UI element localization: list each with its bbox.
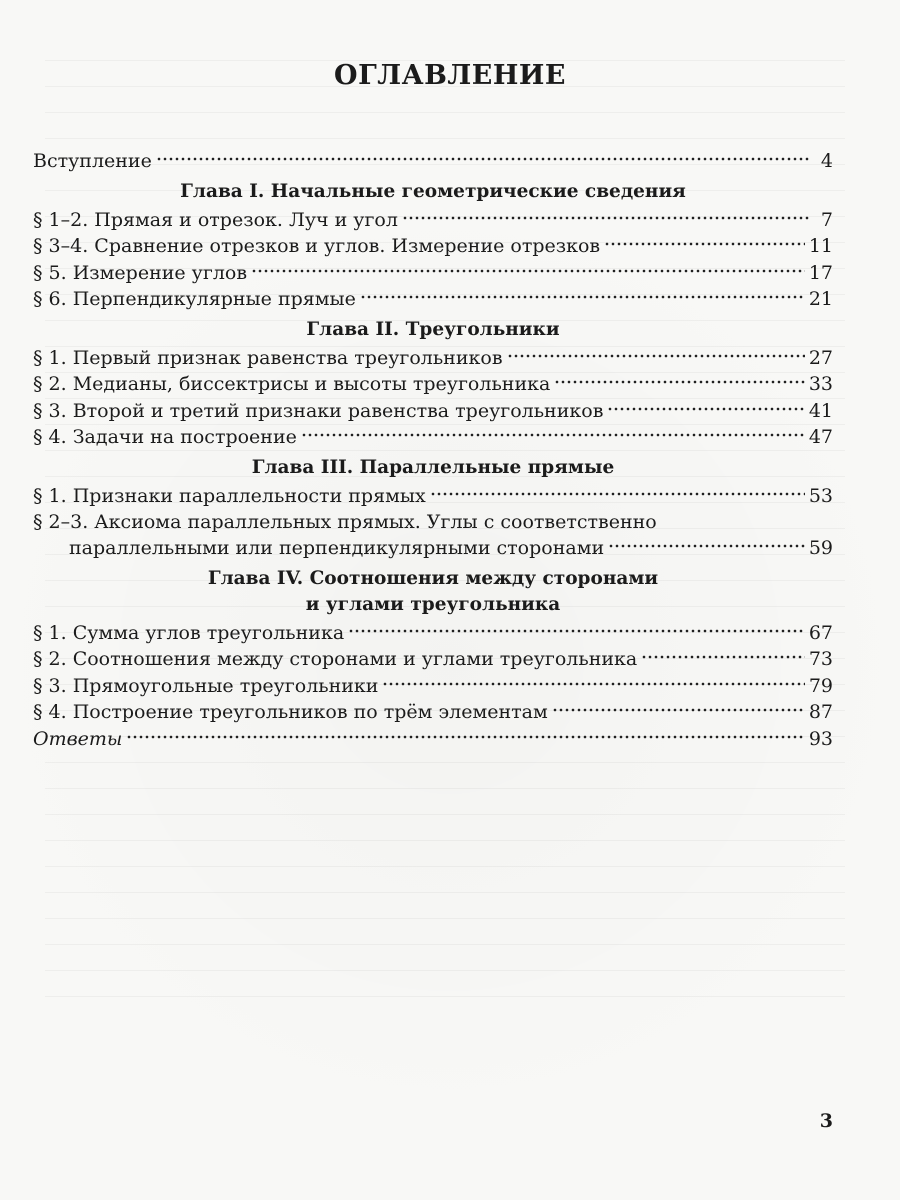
toc-entry[interactable] xyxy=(33,286,833,313)
toc-page-number: 11 xyxy=(808,235,833,257)
toc-entry-text: § 2. Соотношения между сторонами и углами треугольника xyxy=(33,648,638,670)
toc-entry-text: § 2–3. Аксиома параллельных прямых. Углы с соответственно xyxy=(33,511,657,533)
dot-leader xyxy=(382,681,804,687)
toc-entry-text: § 6. Перпендикулярные прямые xyxy=(33,288,356,310)
dot-leader xyxy=(301,432,805,438)
chapter-heading xyxy=(33,562,833,620)
chapter-heading-line: и углами треугольника xyxy=(305,593,561,615)
dot-leader xyxy=(552,707,805,713)
toc-entry-text: Ответы xyxy=(33,727,123,750)
dot-leader xyxy=(608,543,805,549)
dot-leader xyxy=(607,406,804,412)
toc-entry[interactable] xyxy=(33,646,833,673)
toc-page-number: 79 xyxy=(808,674,833,697)
toc-entry-text: Вступление xyxy=(33,150,152,172)
toc-entry-text: § 3. Прямоугольные треугольники xyxy=(33,674,379,697)
toc-entry-text: § 1. Признаки параллельности прямых xyxy=(33,484,426,507)
toc-entry-first-line[interactable] xyxy=(33,509,833,535)
toc-entry[interactable] xyxy=(33,345,833,372)
dot-leader xyxy=(402,215,809,221)
toc-page-number: 21 xyxy=(808,288,833,310)
toc-page-number: 59 xyxy=(808,537,833,559)
dot-leader xyxy=(251,268,805,274)
toc-entry-answers[interactable] xyxy=(33,726,833,753)
toc-page-number: 4 xyxy=(820,150,833,172)
toc-entry-text: § 3. Второй и третий признаки равенства треугольников xyxy=(33,399,604,422)
page-number: 3 xyxy=(819,1110,833,1132)
dot-leader xyxy=(156,156,809,162)
toc-page-number: 17 xyxy=(808,261,833,284)
toc-page-number: 87 xyxy=(808,701,833,723)
toc-entry-text: § 3–4. Сравнение отрезков и углов. Измерение отрезков xyxy=(33,235,601,257)
dot-leader xyxy=(360,294,805,300)
dot-leader xyxy=(604,241,805,247)
toc-entry-text: § 1–2. Прямая и отрезок. Луч и угол xyxy=(33,208,398,231)
toc-page-number: 73 xyxy=(808,648,833,670)
toc-page-number: 27 xyxy=(808,346,833,369)
toc-entry-text: § 4. Построение треугольников по трём элементам xyxy=(33,701,548,723)
toc-entry-continuation[interactable] xyxy=(33,535,833,562)
dot-leader xyxy=(554,379,804,385)
toc-page-number: 33 xyxy=(808,373,833,395)
chapter-heading: Глава III. Параллельные прямые xyxy=(251,456,615,478)
toc-entry[interactable] xyxy=(33,673,833,700)
toc-page-number: 93 xyxy=(808,727,833,750)
toc-entry-text: § 2. Медианы, биссектрисы и высоты треугольника xyxy=(33,373,551,395)
dot-leader xyxy=(430,491,805,497)
toc-entry[interactable] xyxy=(33,260,833,287)
toc-entry-text: § 1. Первый признак равенства треугольников xyxy=(33,346,503,369)
toc-entry[interactable] xyxy=(33,424,833,451)
page-title: ОГЛАВЛЕНИЕ xyxy=(334,60,566,91)
dot-leader xyxy=(507,353,805,359)
toc-page-number: 53 xyxy=(808,484,833,507)
toc-page-number: 41 xyxy=(808,399,833,422)
toc-entry[interactable] xyxy=(33,483,833,510)
toc-page-number: 47 xyxy=(808,426,833,448)
chapter-heading: Глава II. Треугольники xyxy=(306,318,560,340)
chapter-heading-line: Глава IV. Соотношения между сторонами xyxy=(207,567,659,589)
toc-entry-text: § 4. Задачи на построение xyxy=(33,426,297,448)
toc-page-number: 67 xyxy=(808,621,833,644)
dot-leader xyxy=(641,654,805,660)
toc-entry-intro[interactable] xyxy=(33,148,833,175)
toc-entry[interactable] xyxy=(33,620,833,647)
toc-entry[interactable] xyxy=(33,371,833,398)
toc-entry[interactable] xyxy=(33,699,833,726)
toc-entry[interactable] xyxy=(33,207,833,234)
dot-leader xyxy=(348,628,805,634)
toc-entry-text: параллельными или перпендикулярными сторонами xyxy=(69,537,605,559)
table-of-contents xyxy=(33,148,833,752)
dot-leader xyxy=(126,734,804,740)
toc-entry[interactable] xyxy=(33,233,833,260)
toc-entry-text: § 5. Измерение углов xyxy=(33,261,248,284)
toc-page-number: 7 xyxy=(820,208,833,231)
toc-entry[interactable] xyxy=(33,398,833,425)
chapter-heading: Глава I. Начальные геометрические сведения xyxy=(180,180,686,202)
toc-entry-text: § 1. Сумма углов треугольника xyxy=(33,621,345,644)
